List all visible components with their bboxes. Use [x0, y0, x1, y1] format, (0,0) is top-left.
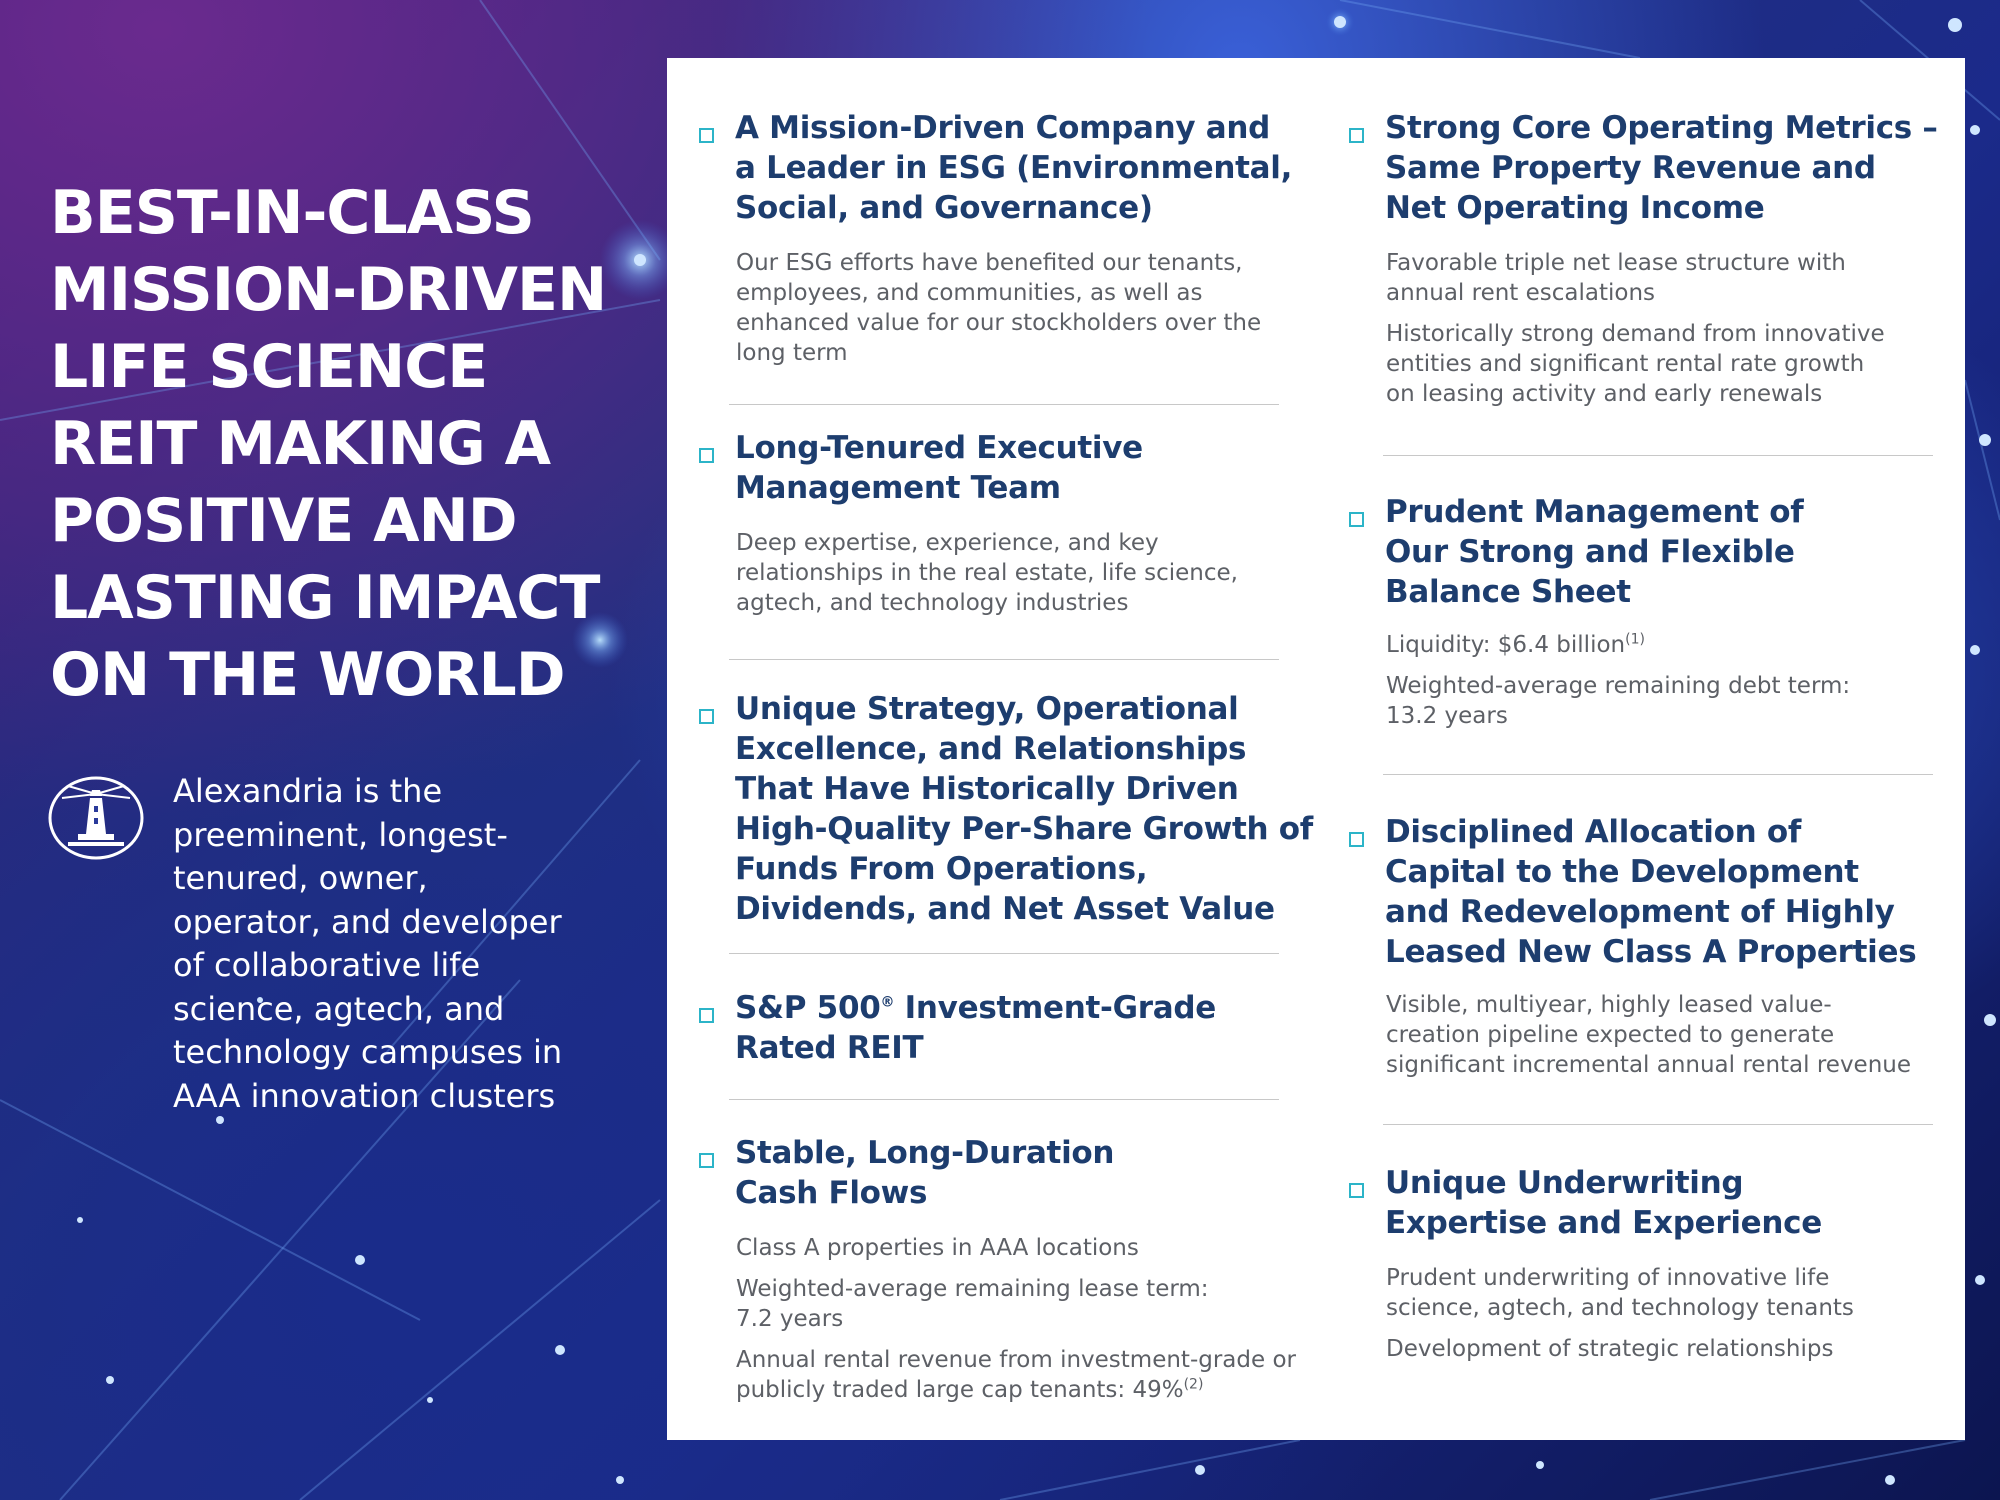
body-line: creation pipeline expected to generate [1386, 1022, 1835, 1048]
body-paragraph [1386, 319, 1885, 409]
footnote-marker: (2) [1183, 1376, 1204, 1393]
highlight-title [1385, 492, 1803, 612]
divider [1383, 455, 1933, 456]
body-paragraph [1386, 1334, 1854, 1364]
body-line: enhanced value for our stockholders over the [736, 310, 1262, 336]
checkbox-icon [1349, 1183, 1364, 1198]
highlight-title [735, 988, 1216, 1068]
body-line: Our ESG efforts have benefited our tenants, [736, 250, 1243, 276]
body-line: on leasing activity and early renewals [1386, 381, 1823, 407]
title-line: High-Quality Per-Share Growth of [735, 811, 1313, 847]
title-line: Same Property Revenue and [1385, 150, 1876, 186]
highlight-body [1386, 630, 1850, 742]
intro-line: preeminent, longest- [173, 815, 508, 854]
registered-mark: ® [880, 994, 895, 1011]
body-line: agtech, and technology industries [736, 590, 1129, 616]
checkbox-icon [1349, 128, 1364, 143]
body-paragraph [736, 1274, 1296, 1334]
title-line: Dividends, and Net Asset Value [735, 891, 1275, 927]
title-line: Disciplined Allocation of [1385, 814, 1802, 850]
highlight-title [1385, 108, 1938, 228]
title-line: Management Team [735, 470, 1061, 506]
title-line: Leased New Class A Properties [1385, 934, 1917, 970]
body-line: employees, and communities, as well as [736, 280, 1203, 306]
checkbox-icon [699, 1008, 714, 1023]
body-line: annual rent escalations [1386, 280, 1656, 306]
title-text: Investment-Grade [894, 990, 1216, 1026]
body-text: publicly traded large cap tenants: 49% [736, 1377, 1184, 1403]
body-paragraph [1386, 671, 1850, 731]
lighthouse-logo-icon [48, 776, 144, 860]
body-line: Deep expertise, experience, and key [736, 530, 1159, 556]
headline-line: BEST-IN-CLASS [50, 178, 534, 248]
checkbox-icon [699, 448, 714, 463]
title-line: Balance Sheet [1385, 574, 1631, 610]
headline-line: LASTING IMPACT [50, 563, 600, 633]
body-line: entities and significant rental rate growth [1386, 351, 1865, 377]
checkbox-icon [699, 709, 714, 724]
body-line: science, agtech, and technology tenants [1386, 1295, 1854, 1321]
body-line [736, 1375, 1296, 1405]
body-paragraph [1386, 1263, 1854, 1323]
body-paragraph [736, 1345, 1296, 1405]
body-line: Prudent underwriting of innovative life [1386, 1265, 1830, 1291]
title-line: a Leader in ESG (Environmental, [735, 150, 1293, 186]
checkbox-icon [699, 1153, 714, 1168]
divider [1383, 774, 1933, 775]
title-line: That Have Historically Driven [735, 771, 1239, 807]
headline-line: POSITIVE AND [50, 486, 517, 556]
title-line: Capital to the Development [1385, 854, 1859, 890]
title-line: Cash Flows [735, 1175, 928, 1211]
highlight-title [1385, 1163, 1822, 1243]
body-line: Favorable triple net lease structure with [1386, 250, 1846, 276]
body-line: significant incremental annual rental revenue [1386, 1052, 1912, 1078]
intro-line: Alexandria is the [173, 772, 443, 810]
body-paragraph [736, 528, 1238, 618]
intro-line: technology campuses in [173, 1033, 563, 1071]
body-line: Annual rental revenue from investment-grade or [736, 1347, 1296, 1373]
body-line: Class A properties in AAA locations [736, 1235, 1139, 1261]
divider [1383, 1124, 1933, 1125]
body-text: Liquidity: $6.4 billion [1386, 632, 1626, 658]
title-line: Long-Tenured Executive [735, 430, 1143, 466]
footnote-marker: (1) [1625, 631, 1645, 648]
highlight-title [1385, 812, 1916, 972]
body-line: long term [736, 340, 848, 366]
title-line: Unique Strategy, Operational [735, 691, 1239, 727]
body-line: relationships in the real estate, life science, [736, 560, 1238, 586]
title-line: A Mission-Driven Company and [735, 110, 1271, 146]
intro-text [173, 770, 593, 1118]
intro-line: AAA innovation clusters [173, 1076, 556, 1115]
headline-line: LIFE SCIENCE [50, 332, 488, 402]
headline-line: REIT MAKING A [50, 409, 551, 479]
body-line: Visible, multiyear, highly leased value- [1386, 992, 1832, 1018]
divider [729, 953, 1279, 954]
body-line [1386, 630, 1850, 660]
body-paragraph [736, 248, 1261, 368]
highlight-body [1386, 990, 1911, 1091]
title-line: Expertise and Experience [1385, 1205, 1822, 1241]
highlight-title [735, 108, 1292, 228]
highlights-panel [667, 58, 1965, 1440]
title-line [735, 988, 1216, 1028]
intro-line: of collaborative life [173, 946, 481, 984]
checkbox-icon [1349, 512, 1364, 527]
highlight-body [736, 528, 1238, 629]
title-text: S&P 500 [735, 990, 881, 1026]
checkbox-icon [699, 128, 714, 143]
divider [729, 659, 1279, 660]
body-paragraph [1386, 990, 1911, 1080]
intro-line: tenured, owner, [173, 859, 428, 897]
title-line: Our Strong and Flexible [1385, 534, 1795, 570]
divider [729, 1099, 1279, 1100]
body-line: Weighted-average remaining debt term: [1386, 673, 1851, 699]
body-paragraph [1386, 630, 1850, 660]
intro-line: science, agtech, and [173, 989, 505, 1028]
title-line: Excellence, and Relationships [735, 731, 1247, 767]
headline-line: MISSION-DRIVEN [50, 255, 607, 325]
body-line: Development of strategic relationships [1386, 1336, 1834, 1362]
title-line: Rated REIT [735, 1030, 924, 1066]
headline [50, 175, 650, 714]
checkbox-icon [1349, 832, 1364, 847]
body-paragraph [736, 1233, 1296, 1263]
body-line: 7.2 years [736, 1306, 844, 1332]
title-line: and Redevelopment of Highly [1385, 894, 1895, 930]
title-line: Net Operating Income [1385, 190, 1765, 226]
highlight-title [735, 428, 1143, 508]
body-line: Weighted-average remaining lease term: [736, 1276, 1209, 1302]
body-line: 13.2 years [1386, 703, 1508, 729]
title-line: Stable, Long-Duration [735, 1135, 1115, 1171]
highlight-body [736, 1233, 1296, 1416]
title-line: Funds From Operations, [735, 851, 1148, 887]
title-line: Strong Core Operating Metrics – [1385, 110, 1938, 146]
title-line: Prudent Management of [1385, 494, 1804, 530]
highlight-body [1386, 1263, 1854, 1375]
highlight-title [735, 1133, 1114, 1213]
divider [729, 404, 1279, 405]
highlight-title [735, 689, 1313, 929]
highlight-body [736, 248, 1261, 379]
body-paragraph [1386, 248, 1885, 308]
body-line: Historically strong demand from innovative [1386, 321, 1885, 347]
highlight-body [1386, 248, 1885, 420]
title-line: Social, and Governance) [735, 190, 1153, 226]
title-line: Unique Underwriting [1385, 1165, 1744, 1201]
headline-line: ON THE WORLD [50, 640, 565, 710]
intro-line: operator, and developer [173, 902, 562, 941]
